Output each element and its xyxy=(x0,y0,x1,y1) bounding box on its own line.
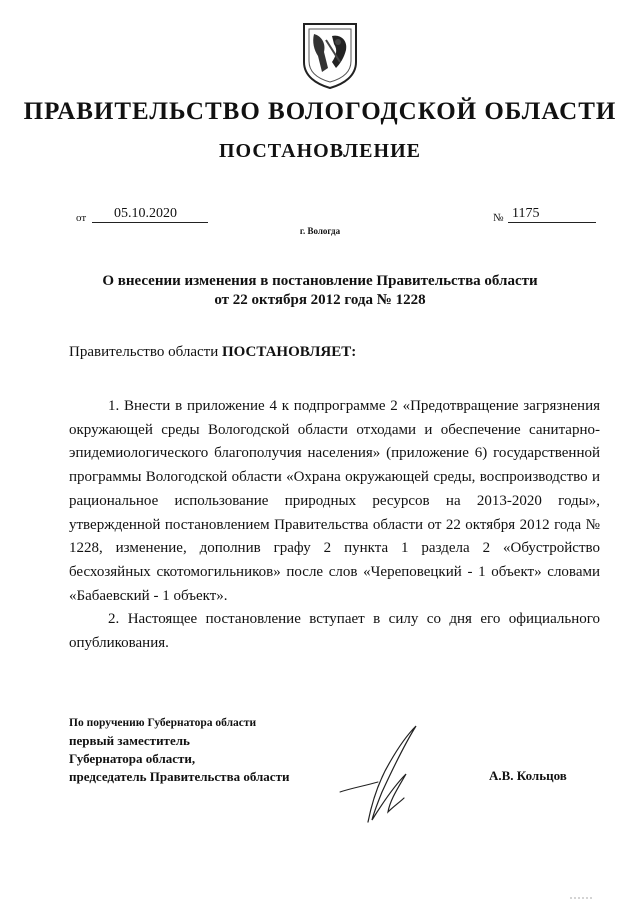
document-number: 1175 xyxy=(508,206,596,223)
government-title: ПРАВИТЕЛЬСТВО ВОЛОГОДСКОЙ ОБЛАСТИ xyxy=(23,98,617,125)
date-label: от xyxy=(76,212,87,224)
city: г. Вологда xyxy=(299,226,341,236)
document-subject xyxy=(0,272,640,310)
document-type: ПОСТАНОВЛЕНИЕ xyxy=(219,140,421,162)
subject-line-2: от 22 октября 2012 года № 1228 xyxy=(214,292,426,308)
paragraph-1: 1. Внести в приложение 4 к подпрограмме 2 «Предотвращение загрязнения окружающей среды Вологодской области отходами и обеспечение санитарно-эпидемиологического благополучия населения» (приложение 6) государственной программы Вологодской области «Охрана окружающей среды, воспроизводство и рациональное использование природных ресурсов на 2013-2020 годы», утвержденной постановлением Правительства области от 22 октября 2012 года № 1228, изменение, дополнив графу 2 пункта 1 раздела 2 «Обустройство бесхозяйных скотомогильников» после слов «Череповецкий - 1 объект» словами «Бабаевский - 1 объект». xyxy=(69,398,600,604)
number-label: № xyxy=(493,212,504,224)
signatory-line-1: По поручению Губернатора области xyxy=(69,717,257,729)
resolves-line xyxy=(69,344,356,361)
document-date: 05.10.2020 xyxy=(92,206,208,223)
scan-mark xyxy=(570,897,592,899)
handwritten-signature xyxy=(338,722,420,828)
paragraph-2: 2. Настоящее постановление вступает в силу со дня его официального опубликования. xyxy=(69,611,600,652)
document-body xyxy=(69,395,600,656)
signatory-line-2: первый заместитель xyxy=(69,733,190,748)
subject-line-1: О внесении изменения в постановление Правительства области xyxy=(102,273,538,289)
signatory-title xyxy=(69,714,289,786)
resolves-prefix: Правительство области xyxy=(69,344,222,360)
signatory-line-3: Губернатора области, xyxy=(69,751,196,766)
coat-of-arms-icon xyxy=(300,22,360,90)
signatory-name: А.В. Кольцов xyxy=(489,768,567,783)
resolves-verb: ПОСТАНОВЛЯЕТ: xyxy=(221,344,357,360)
signatory-line-4: председатель Правительства области xyxy=(69,769,290,784)
